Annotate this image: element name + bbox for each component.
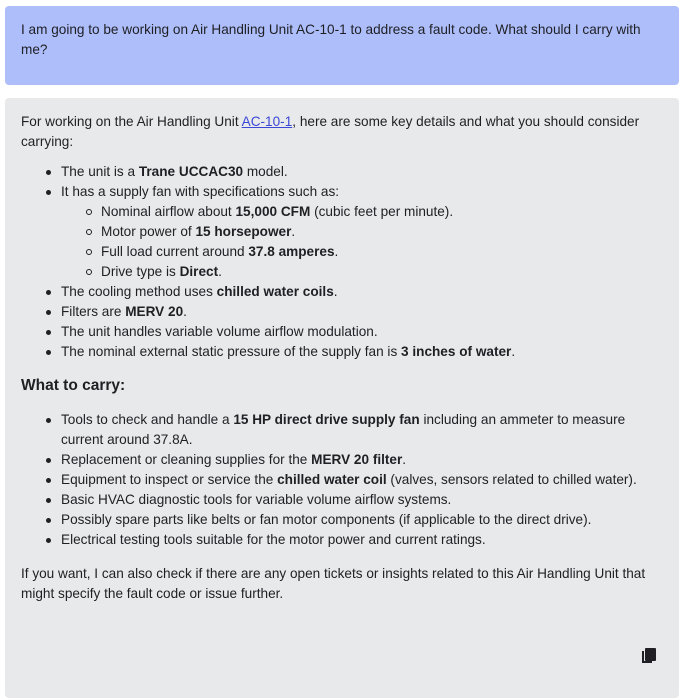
list-item: Equipment to inspect or service the chilled water coil (valves, sensors related to chilled water). [21,470,663,490]
unit-link[interactable]: AC-10-1 [241,114,293,129]
list-item: Drive type is Direct. [21,262,663,282]
list-item: The unit is a Trane UCCAC30 model. [21,162,663,182]
copy-button[interactable] [641,648,657,664]
assistant-message [5,98,679,698]
list-item: Filters are MERV 20. [21,302,663,322]
list-item: Tools to check and handle a 15 HP direct drive supply fan including an ammeter to measure current around 37.8A. [21,410,663,450]
list-item: It has a supply fan with specifications such as: Nominal airflow about 15,000 CFM (cubic feet per minute). Motor power of 15 horsepower. Full load current around 37.8 amperes. Drive type is Direct. [21,182,663,282]
list-item: Motor power of 15 horsepower. [21,222,663,242]
carry-heading: What to carry: [21,377,126,394]
list-item: Basic HVAC diagnostic tools for variable volume airflow systems. [21,490,663,510]
list-item: Possibly spare parts like belts or fan motor components (if applicable to the direct drive). [21,510,663,530]
list-item: The cooling method uses chilled water coils. [21,282,663,302]
user-message [5,6,679,85]
closing-text: If you want, I can also check if there are any open tickets or insights related to this Air Handling Unit that might specify the fault code or issue further. [21,566,646,601]
list-item: Nominal airflow about 15,000 CFM (cubic feet per minute). [21,202,663,222]
intro-text: For working on the Air Handling Unit AC-10-1, here are some key details and what you should consider carrying: [21,114,640,149]
list-item: Electrical testing tools suitable for the motor power and current ratings. [21,530,663,550]
list-item: Full load current around 37.8 amperes. [21,242,663,262]
details-list [21,162,663,362]
list-item: The unit handles variable volume airflow modulation. [21,322,663,342]
carry-list [21,410,663,550]
list-item: Replacement or cleaning supplies for the MERV 20 filter. [21,450,663,470]
fan-specs-list [61,202,663,282]
user-message-text: I am going to be working on Air Handling Unit AC-10-1 to address a fault code. What should I carry with me? [21,22,641,57]
list-item: The nominal external static pressure of the supply fan is 3 inches of water. [21,342,663,362]
